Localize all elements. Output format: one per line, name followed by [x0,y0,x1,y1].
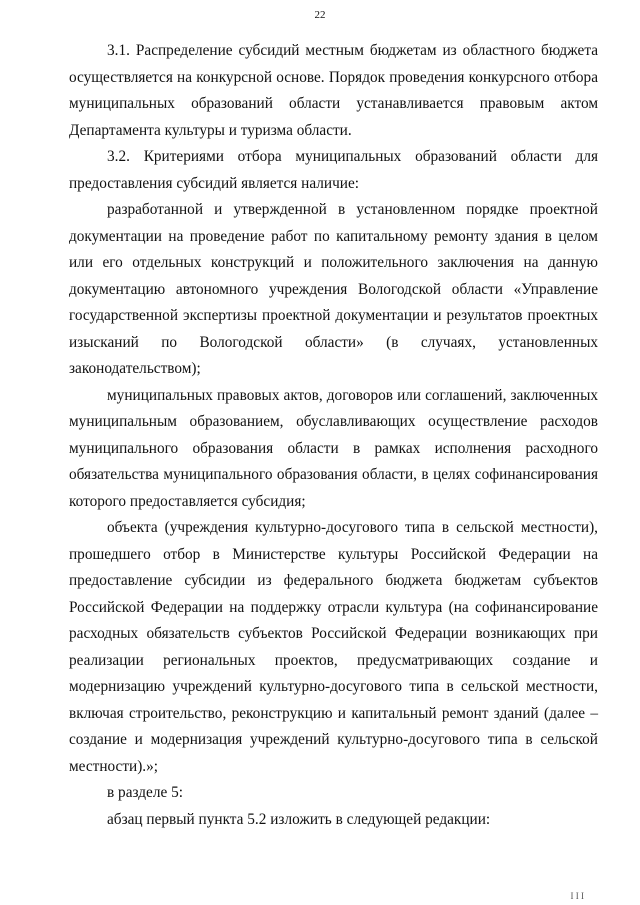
corner-mark: I I I [570,891,584,901]
document-body [69,38,598,833]
page-number: 22 [314,9,326,21]
paragraph-criterion-legal-acts: муниципальных правовых актов, договоров или соглашений, заключенных муниципальным образованием, обуславливающих осуществление расходов муниципального образования области в рамках исполнения расходного обязательства муниципального образования области, в целях софинансирования которого предоставляется субсидия; [69,386,598,510]
paragraph-section-5: в разделе 5: [107,784,183,801]
paragraph-criterion-design-docs: разработанной и утвержденной в установленном порядке проектной документации на проведение работ по капитальному ремонту здания в целом или его отдельных конструкций и положительного заключения на данную документацию автономного учреждения Вологодской области «Управление государственной экспертизы проектной документации и результатов проектных изысканий по Вологодской области» (в случаях, установленных законодательством); [69,201,598,377]
paragraph-3-2: 3.2. Критериями отбора муниципальных образований области для предоставления субсидий является наличие: [69,148,598,192]
paragraph-3-1: 3.1. Распределение субсидий местным бюджетам из областного бюджета осуществляется на конкурсной основе. Порядок проведения конкурсного отбора муниципальных образований области устанавливается правовым актом Департамента культуры и туризма области. [69,42,598,139]
paragraph-criterion-object: объекта (учреждения культурно-досугового типа в сельской местности), прошедшего отбор в Министерстве культуры Российской Федерации на предоставление субсидии из федерального бюджета бюджетам субъектов Российской Федерации на поддержку отрасли культура (на софинансирование расходных обязательств субъектов Российской Федерации возникающих при реализации региональных проектов, предусматривающих создание и модернизацию учреждений культурно-досугового типа в сельской местности, включая строительство, реконструкцию и капитальный ремонт зданий (далее – создание и модернизация учреждений культурно-досугового типа в сельской местности).»; [69,519,598,775]
paragraph-clause-5-2: абзац первый пункта 5.2 изложить в следующей редакции: [107,810,491,828]
